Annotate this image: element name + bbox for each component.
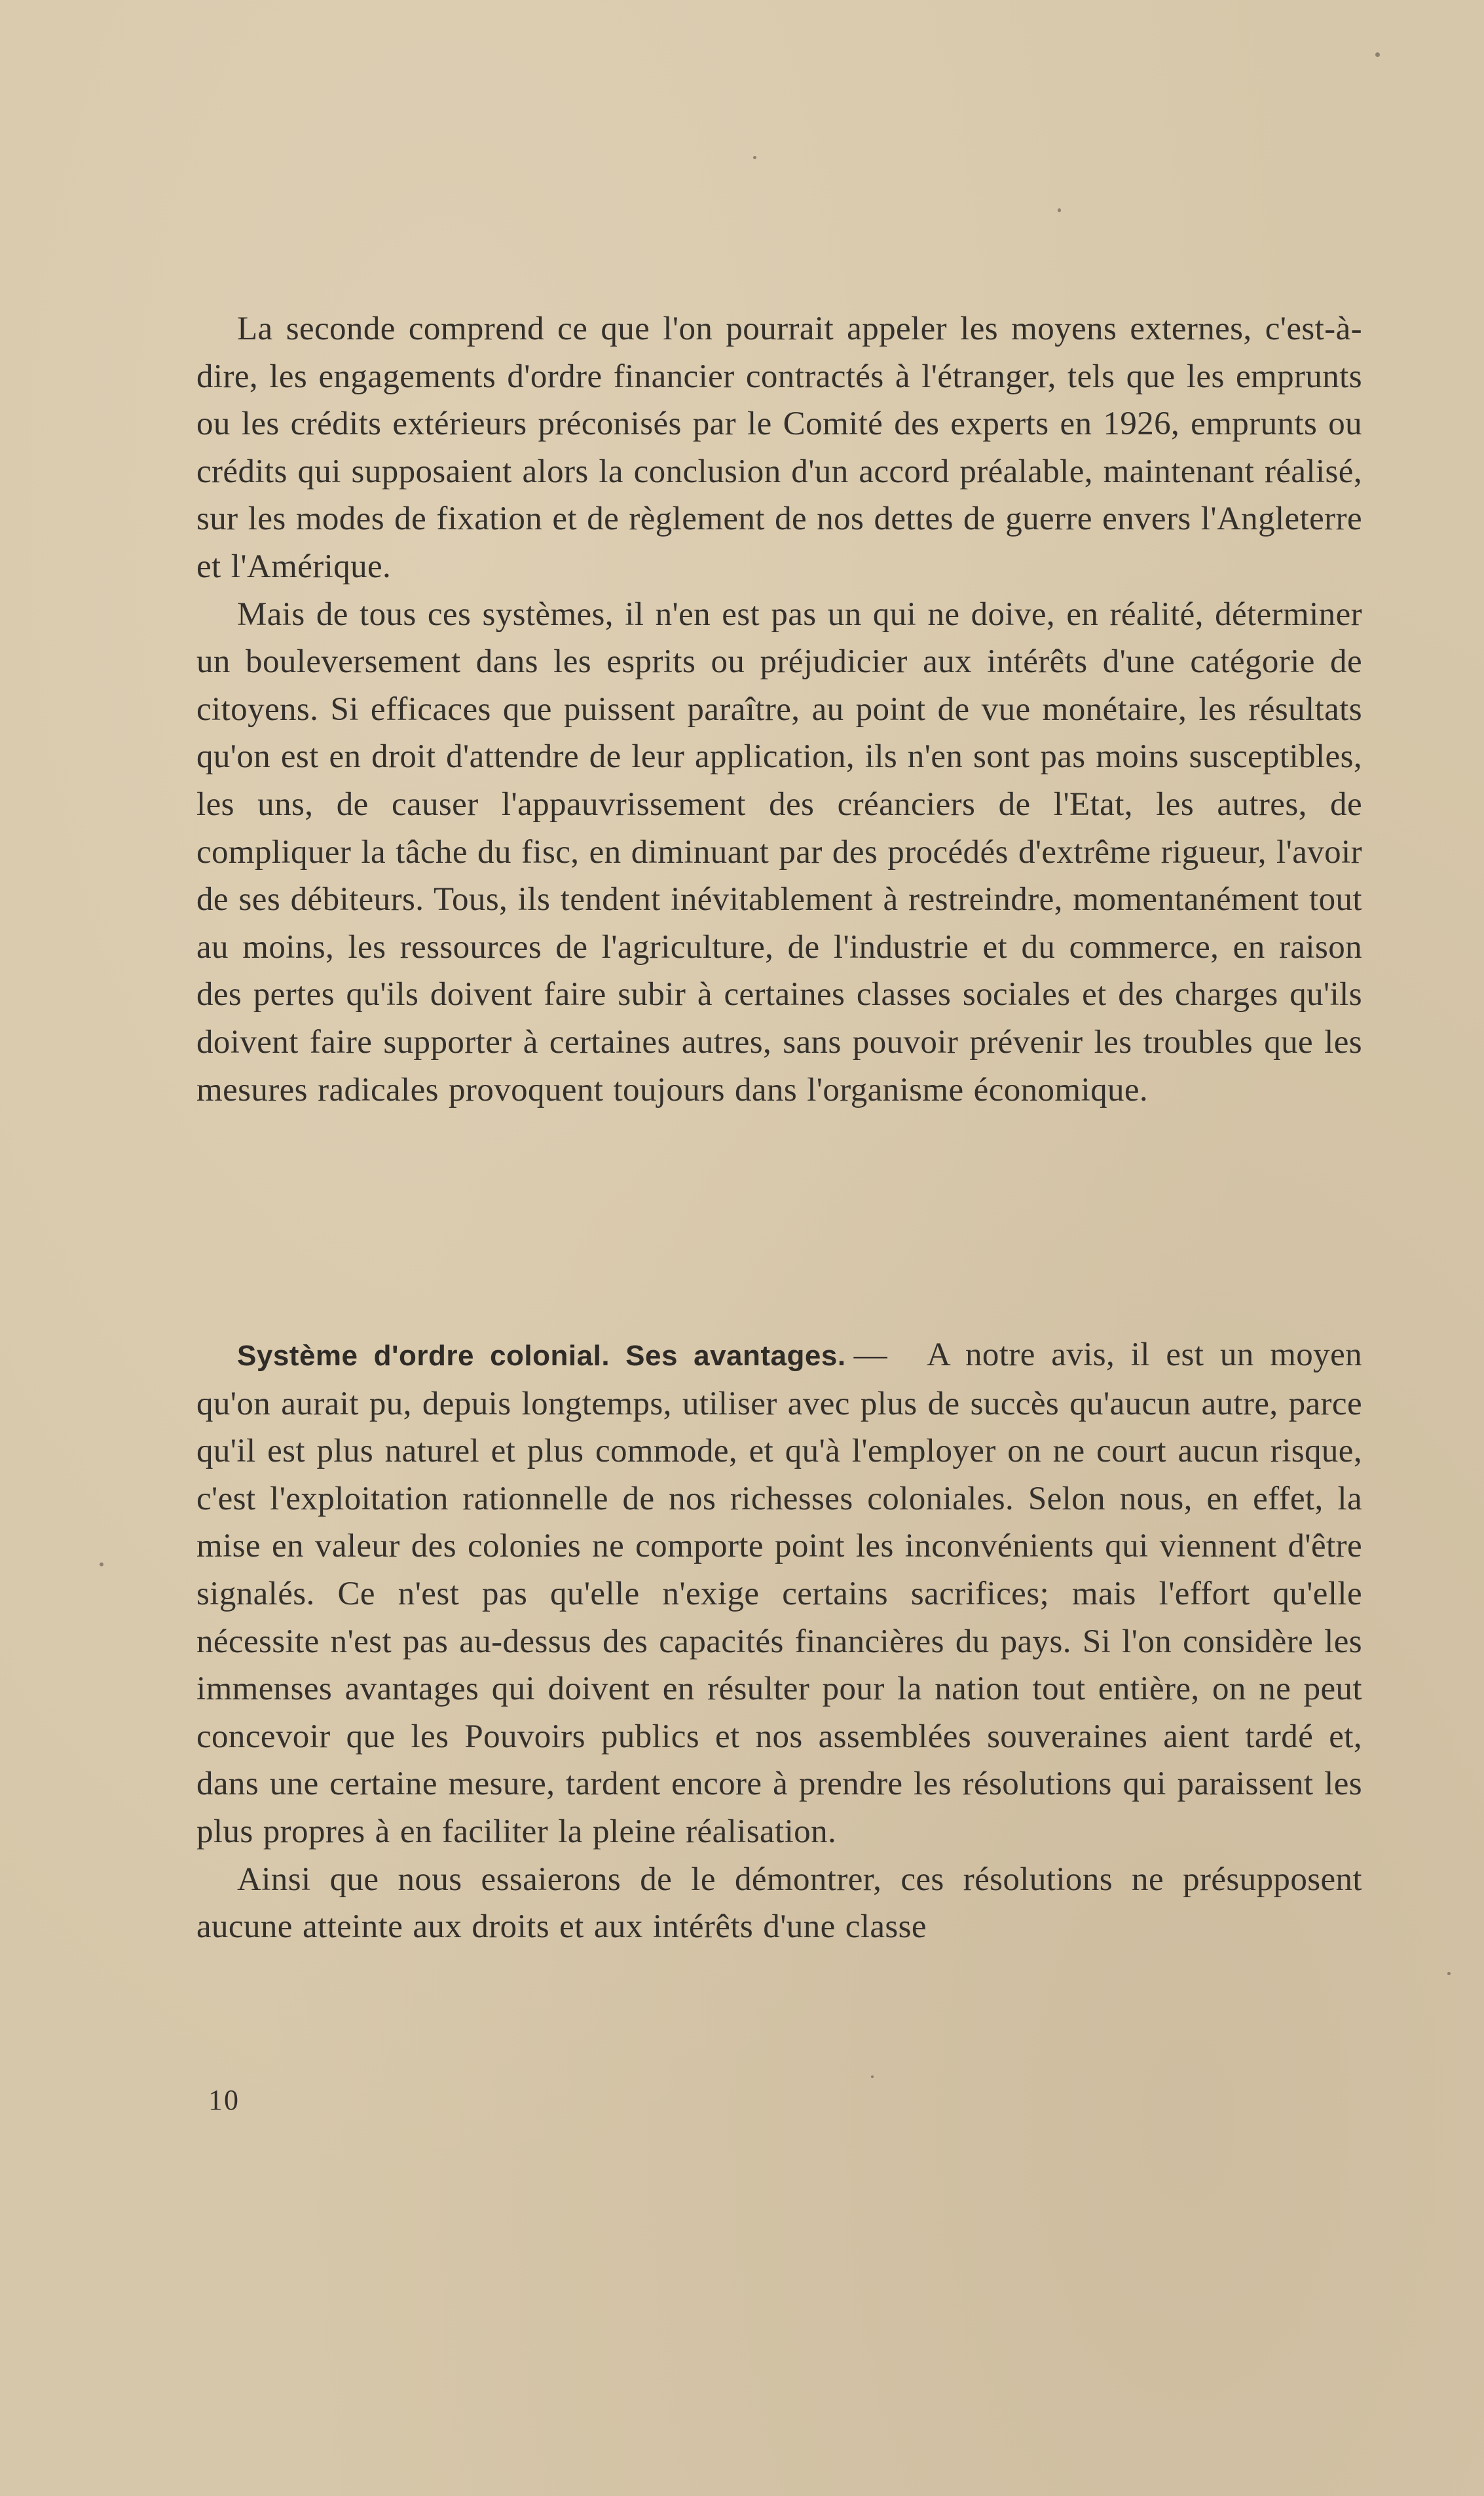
- section-heading: Système d'ordre colonial. Ses avantages.: [237, 1340, 846, 1372]
- paragraph-external-means: La seconde comprend ce que l'on pourrait appeler les moyens externes, c'est-à-dire, les engagements d'ordre financier contractés à l'étranger, tels que les emprunts ou les crédits extérieurs préconisés par le Comité des experts en 1926, emprunts ou crédits qui supposaient alors la conclusion d'un accord préalable, maintenant réalisé, sur les modes de fixation et de règlement de nos dettes de guerre envers l'Angleterre et l'Amérique.: [196, 311, 1362, 585]
- colonial-section: [196, 1331, 1362, 1951]
- paragraph-systems-drawbacks: Mais de tous ces systèmes, il n'en est pas un qui ne doive, en réalité, déterminer un bouleversement dans les esprits ou préjudicier aux intérêts d'une catégorie de citoyens. Si efficaces que puissent paraître, au point de vue monétaire, les résultats qu'on est en droit d'attendre de leur application, ils n'en sont pas moins susceptibles, les uns, de causer l'appauvrissement des créanciers de l'Etat, les autres, de compliquer la tâche du fisc, en diminuant par des procédés d'extrême rigueur, l'avoir de ses débiteurs. Tous, ils tendent inévitablement à restreindre, momentanément tout au moins, les ressources de l'agriculture, de l'industrie et du commerce, en raison des pertes qu'ils doivent faire subir à certaines classes sociales et des charges qu'ils doivent faire supporter à certaines autres, sans pouvoir prévenir les troubles que les mesures radicales provoquent toujours dans l'organisme économique.: [196, 596, 1362, 1108]
- top-text-block: [196, 305, 1362, 1114]
- page-number: 10: [208, 2084, 240, 2116]
- paper-speck: [871, 2075, 874, 2078]
- heading-dash: —: [853, 1336, 887, 1373]
- paragraph-colonial-system: [196, 1331, 1362, 1856]
- paragraph-colonial-text: A notre avis, il est un moyen qu'on aurait pu, depuis longtemps, utiliser avec plus de succès qu'aucun autre, parce qu'il est plus naturel et plus commode, et qu'à l'employer on ne court aucun risque, c'est l'exploitation rationnelle de nos richesses coloniales. Selon nous, en effet, la mise en valeur des colonies ne comporte point les inconvénients qui viennent d'être signalés. Ce n'est pas qu'elle n'exige certains sacrifices; mais l'effort qu'elle nécessite n'est pas au-dessus des capacités financières du pays. Si l'on considère les immenses avantages qui doivent en résulter pour la nation tout entière, on ne peut concevoir que les Pouvoirs publics et nos assemblées souveraines aient tardé et, dans une certaine mesure, tardent encore à prendre les résolutions qui paraissent les plus propres à en faciliter la pleine réalisation.: [196, 1336, 1363, 1850]
- paper-speck: [1058, 208, 1061, 212]
- paper-speck: [1375, 52, 1380, 57]
- paper-speck: [1447, 1972, 1451, 1975]
- paper-speck: [100, 1562, 103, 1566]
- paragraph-resolutions: Ainsi que nous essaierons de le démontrer, ces résolutions ne présupposent aucune atteinte aux droits et aux intérêts d'une classe: [196, 1861, 1362, 1946]
- paper-speck: [753, 156, 756, 159]
